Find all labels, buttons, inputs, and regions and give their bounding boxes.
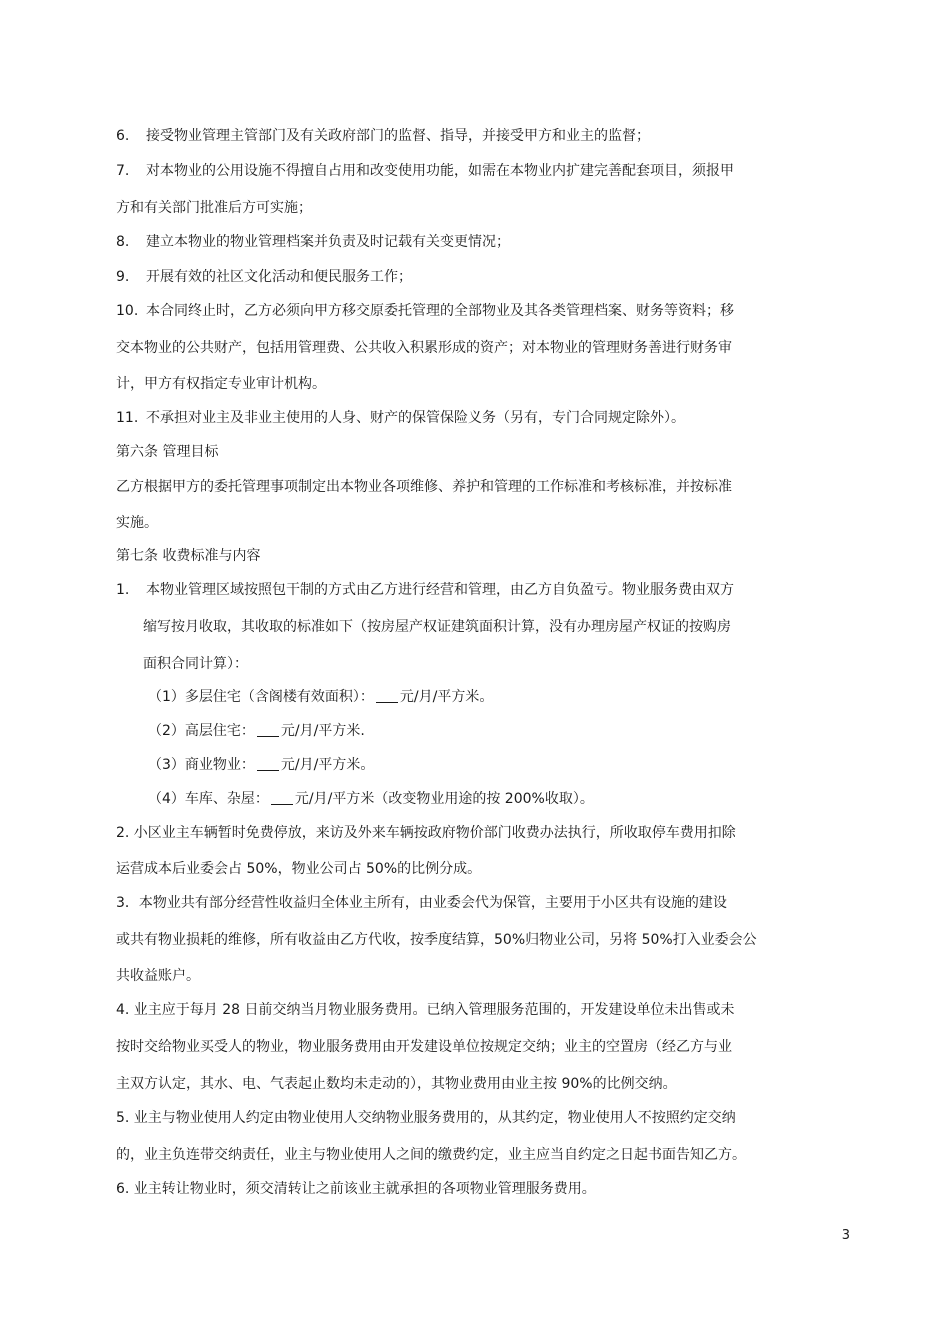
article-heading: 第六条 管理目标 — [116, 444, 219, 460]
clause-continuation: 面积合同计算）： — [143, 656, 248, 672]
page-number: 3 — [841, 1228, 850, 1243]
paragraph-line: 实施。 — [116, 515, 158, 531]
paragraph-line: 的，业主负连带交纳责任，业主与物业使用人之间的缴费约定，业主应当自约定之日起书面告知乙方。 — [116, 1147, 746, 1163]
fee-blank — [257, 722, 279, 737]
paragraph-line: 3．本物业共有部分经营性收益归全体业主所有，由业委会代为保管，主要用于小区共有设施的建设 — [116, 895, 727, 911]
paragraph-line: 共收益账户。 — [116, 968, 200, 984]
clause-continuation: 交本物业的公共财产，包括用管理费、公共收入积累形成的资产；对本物业的管理财务善进行财务审 — [116, 340, 732, 356]
fee-item: （2）高层住宅： 元/月/平方米. — [148, 723, 365, 739]
paragraph-line: 按时交给物业买受人的物业，物业服务费用由开发建设单位按规定交纳；业主的空置房（经乙方与业 — [116, 1039, 732, 1055]
paragraph-line: 或共有物业损耗的维修，所有收益由乙方代收，按季度结算，50%归物业公司，另将 50%打入业委会公 — [116, 932, 757, 948]
clause-continuation: 方和有关部门批准后方可实施； — [116, 200, 312, 216]
article-heading: 第七条 收费标准与内容 — [116, 548, 261, 564]
clause-item: 11. 不承担对业主及非业主使用的人身、财产的保管保险义务（另有，专门合同规定除外）。 — [116, 410, 685, 426]
clause-item: 6. 接受物业管理主管部门及有关政府部门的监督、指导，并接受甲方和业主的监督； — [116, 128, 650, 144]
fee-blank — [376, 688, 398, 703]
fee-item: （1）多层住宅（含阁楼有效面积）： 元/月/平方米。 — [148, 689, 494, 705]
fee-item: （3）商业物业： 元/月/平方米。 — [148, 757, 375, 773]
paragraph-line: 乙方根据甲方的委托管理事项制定出本物业各项维修、养护和管理的工作标准和考核标准，并按标准 — [116, 479, 732, 495]
clause-continuation: 计，甲方有权指定专业审计机构。 — [116, 376, 326, 392]
clause-item: 9. 开展有效的社区文化活动和便民服务工作； — [116, 269, 412, 285]
fee-item: （4）车库、杂屋： 元/月/平方米（改变物业用途的按 200%收取）。 — [148, 791, 594, 807]
clause-continuation: 缩写按月收取，其收取的标准如下（按房屋产权证建筑面积计算，没有办理房屋产权证的按购房 — [143, 619, 731, 635]
paragraph-line: 运营成本后业委会占 50%，物业公司占 50%的比例分成。 — [116, 861, 482, 877]
paragraph-line: 2. 小区业主车辆暂时免费停放，来访及外来车辆按政府物价部门收费办法执行，所收取停车费用扣除 — [116, 825, 736, 841]
fee-blank — [257, 756, 279, 771]
clause-item: 8. 建立本物业的物业管理档案并负责及时记载有关变更情况； — [116, 234, 510, 250]
paragraph-line: 主双方认定，其水、电、气表起止数均未走动的），其物业费用由业主按 90%的比例交纳。 — [116, 1076, 677, 1092]
fee-blank — [271, 790, 293, 805]
clause-item: 10. 本合同终止时，乙方必须向甲方移交原委托管理的全部物业及其各类管理档案、财务等资料；移 — [116, 303, 734, 319]
paragraph-line: 6. 业主转让物业时，须交清转让之前该业主就承担的各项物业管理服务费用。 — [116, 1181, 596, 1197]
clause-item: 1. 本物业管理区域按照包干制的方式由乙方进行经营和管理，由乙方自负盈亏。物业服务费由双方 — [116, 582, 734, 598]
clause-item: 7. 对本物业的公用设施不得擅自占用和改变使用功能，如需在本物业内扩建完善配套项目，须报甲 — [116, 163, 734, 179]
paragraph-line: 5. 业主与物业使用人约定由物业使用人交纳物业服务费用的，从其约定，物业使用人不按照约定交纳 — [116, 1110, 736, 1126]
paragraph-line: 4. 业主应于每月 28 日前交纳当月物业服务费用。已纳入管理服务范围的，开发建设单位未出售或未 — [116, 1002, 735, 1018]
